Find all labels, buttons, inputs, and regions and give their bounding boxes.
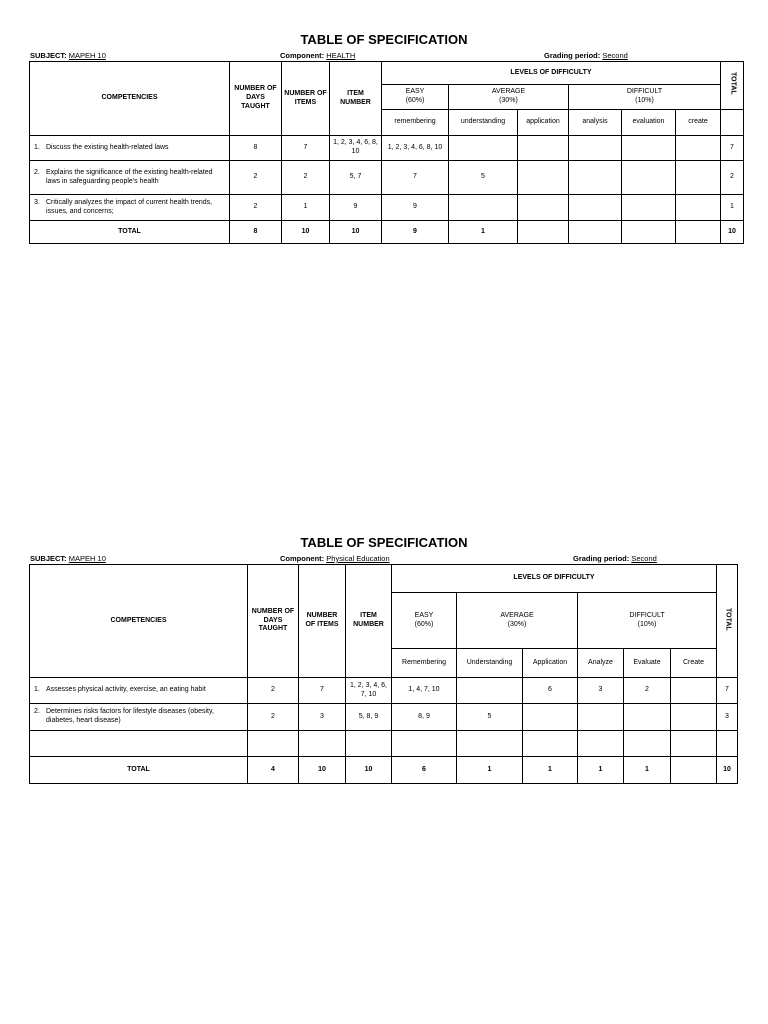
items-cell: 7 [282, 136, 330, 161]
level-cell: 9 [382, 221, 449, 244]
item-number-cell: 9 [330, 195, 382, 221]
header-average: AVERAGE (30%) [457, 593, 578, 649]
level-cell: 1 [457, 757, 523, 784]
level-cell [671, 704, 717, 731]
header-total: TOTAL [717, 565, 738, 678]
specification-table [29, 564, 738, 784]
header-number-of-items: NUMBER OF ITEMS [299, 565, 346, 678]
days-cell: 2 [248, 704, 299, 731]
level-cell [523, 704, 578, 731]
grading-value: Second [602, 51, 628, 60]
days-cell: 4 [248, 757, 299, 784]
header-sublevel: Understanding [457, 649, 523, 678]
item-number-cell: 5, 7 [330, 161, 382, 195]
component-meta: Component: Physical Education [280, 554, 390, 563]
header-sublevel: Evaluate [624, 649, 671, 678]
grading-meta: Grading period: Second [544, 51, 628, 60]
level-cell [578, 704, 624, 731]
competency-cell: 3. Critically analyzes the impact of current health trends, issues, and concerns; [30, 195, 230, 221]
level-cell [671, 678, 717, 704]
level-cell: 6 [523, 678, 578, 704]
level-cell: 5 [457, 704, 523, 731]
level-cell [457, 678, 523, 704]
component-value: HEALTH [326, 51, 356, 60]
level-cell [671, 731, 717, 757]
items-cell [299, 731, 346, 757]
competency-cell [30, 731, 248, 757]
grading-value: Second [631, 554, 657, 563]
items-cell: 10 [299, 757, 346, 784]
days-cell: 2 [230, 195, 282, 221]
level-cell: 3 [578, 678, 624, 704]
items-cell: 10 [282, 221, 330, 244]
header-sublevel: Analyze [578, 649, 624, 678]
header-competencies: COMPETENCIES [30, 565, 248, 678]
item-number-cell: 10 [330, 221, 382, 244]
items-cell: 7 [299, 678, 346, 704]
tos-title: TABLE OF SPECIFICATION [300, 32, 468, 47]
item-number-cell: 10 [346, 757, 392, 784]
component-value: Physical Education [326, 554, 390, 563]
level-cell [457, 731, 523, 757]
header-competencies: COMPETENCIES [30, 62, 230, 136]
header-levels-of-difficulty: LEVELS OF DIFFICULTY [382, 62, 721, 85]
subject-value: MAPEH 10 [68, 554, 106, 563]
level-cell: 1 [578, 757, 624, 784]
header-sublevel: understanding [449, 110, 518, 136]
level-cell: 1 [624, 757, 671, 784]
header-sublevel: Create [671, 649, 717, 678]
level-cell: 8, 9 [392, 704, 457, 731]
items-cell: 2 [282, 161, 330, 195]
competency-cell: 2. Determines risks factors for lifestyle diseases (obesity, diabetes, heart disease) [30, 704, 248, 731]
level-cell: 1, 4, 7, 10 [392, 678, 457, 704]
subject-value: MAPEH 10 [68, 51, 106, 60]
total-cell: 10 [717, 757, 738, 784]
level-cell: 5 [449, 161, 518, 195]
total-cell: 3 [717, 704, 738, 731]
subject-meta: SUBJECT: MAPEH 10 [30, 554, 106, 563]
item-number-cell: 5, 8, 9 [346, 704, 392, 731]
level-cell [624, 704, 671, 731]
competency-cell: 2. Explains the significance of the existing health-related laws in safeguarding people's health [30, 161, 230, 195]
header-sublevel: remembering [382, 110, 449, 136]
level-cell: 1, 2, 3, 4, 6, 8, 10 [382, 136, 449, 161]
level-cell: 2 [624, 678, 671, 704]
item-number-cell [346, 731, 392, 757]
total-cell: 2 [721, 161, 744, 195]
total-cell: 7 [721, 136, 744, 161]
days-cell: 2 [248, 678, 299, 704]
total-cell: 7 [717, 678, 738, 704]
item-number-cell: 1, 2, 3, 4, 6, 7, 10 [346, 678, 392, 704]
level-cell [392, 731, 457, 757]
header-levels-of-difficulty: LEVELS OF DIFFICULTY [392, 565, 717, 593]
header-days-taught: NUMBER OF DAYS TAUGHT [230, 62, 282, 136]
total-cell: 10 [721, 221, 744, 244]
items-cell: 3 [299, 704, 346, 731]
header-average: AVERAGE (30%) [449, 85, 569, 110]
level-cell: 7 [382, 161, 449, 195]
header-easy: EASY (60%) [392, 593, 457, 649]
header-sublevel: Remembering [392, 649, 457, 678]
header-difficult: DIFFICULT (10%) [578, 593, 717, 649]
level-cell [671, 757, 717, 784]
header-item-number: ITEM NUMBER [330, 62, 382, 136]
competency-cell: 1. Discuss the existing health-related laws [30, 136, 230, 161]
level-cell [523, 731, 578, 757]
level-cell: 9 [382, 195, 449, 221]
days-cell: 8 [230, 221, 282, 244]
header-total: TOTAL [721, 62, 744, 110]
header-sublevel: application [518, 110, 569, 136]
total-cell [717, 731, 738, 757]
header-sublevel: create [676, 110, 721, 136]
days-cell: 8 [230, 136, 282, 161]
level-cell [624, 731, 671, 757]
level-cell [578, 731, 624, 757]
header-number-of-items: NUMBER OF ITEMS [282, 62, 330, 136]
table-row [30, 731, 738, 757]
table-row [30, 704, 738, 731]
header-sublevel: evaluation [622, 110, 676, 136]
header-sublevel: analysis [569, 110, 622, 136]
competency-cell: 1. Assesses physical activity, exercise, an eating habit [30, 678, 248, 704]
header-easy: EASY (60%) [382, 85, 449, 110]
total-cell: 1 [721, 195, 744, 221]
level-cell: 1 [449, 221, 518, 244]
level-cell: 1 [523, 757, 578, 784]
tos-title: TABLE OF SPECIFICATION [300, 535, 468, 550]
header-sublevel: Application [523, 649, 578, 678]
header-days-taught: NUMBER OF DAYS TAUGHT [248, 565, 299, 678]
grading-meta: Grading period: Second [573, 554, 657, 563]
items-cell: 1 [282, 195, 330, 221]
days-cell [248, 731, 299, 757]
subject-meta: SUBJECT: MAPEH 10 [30, 51, 106, 60]
total-row [30, 757, 738, 784]
total-label: TOTAL [30, 757, 248, 784]
level-cell: 6 [392, 757, 457, 784]
item-number-cell: 1, 2, 3, 4, 6, 8, 10 [330, 136, 382, 161]
header-difficult: DIFFICULT (10%) [569, 85, 721, 110]
table-row [30, 678, 738, 704]
total-label: TOTAL [30, 221, 230, 244]
component-meta: Component: HEALTH [280, 51, 356, 60]
days-cell: 2 [230, 161, 282, 195]
header-item-number: ITEM NUMBER [346, 565, 392, 678]
